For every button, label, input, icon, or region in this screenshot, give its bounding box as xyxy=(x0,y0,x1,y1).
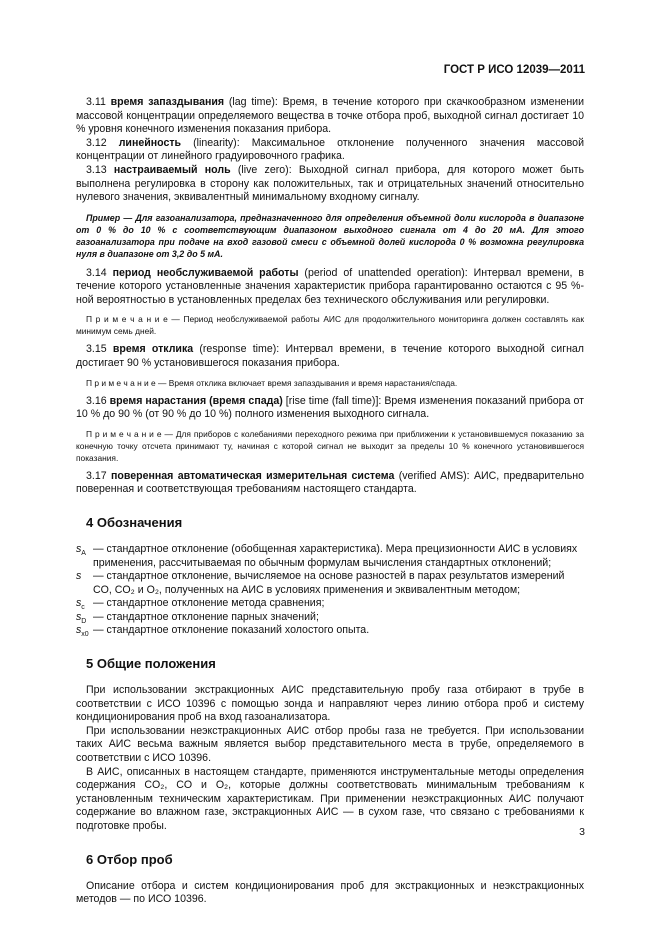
term-3-15: 3.15 время отклика (response time): Интервал времени, в течение которого выходной сигнал достигает 90 % установившегося показания прибора. xyxy=(76,343,584,369)
note-3-14: П р и м е ч а н и е — Период необслуживаемой работы АИС для продолжительного мониторинга должен составлять как минимум семь дней. xyxy=(76,314,584,337)
page-number: 3 xyxy=(579,826,585,838)
term-title: период необслуживаемой работы xyxy=(112,266,299,279)
standard-header: ГОСТ Р ИСО 12039—2011 xyxy=(443,64,585,76)
section-5-heading: 5 Общие положения xyxy=(86,656,216,672)
term-title: время отклика xyxy=(112,343,194,356)
section-4-heading: 4 Обозначения xyxy=(86,514,183,530)
term-3-16: 3.16 время нарастания (время спада) [rise time (fall time)]: Время изменения показаний прибора от 10 % до 90 % (от 90 % до 10 %) полного изменения выходного сигнала. xyxy=(76,394,584,421)
section-5-paragraph: При использовании экстракционных АИС представительную пробу газа отбирают в трубе в соответствии с ИСО 10396 с помощью зонда и направляют через линию отбора проб и систему кондиционирования проб на вход газоанализатора. xyxy=(76,684,584,724)
section-5-paragraph: В АИС, описанных в настоящем стандарте, применяются инструментальные методы определения содержания CO₂, CO и O₂, которые должны соответствовать минимальным требованиям к установленным техническим характеристикам. При применении неэкстракционных АИС получают содержание во влажном газе, экстракционных АИС — в сухом газе, что связано с требованиями к подготовке пробы. xyxy=(76,765,584,832)
term-title: время запаздывания xyxy=(110,96,225,108)
term-title: поверенная автоматическая измерительная система xyxy=(110,469,395,482)
term-title: линейность xyxy=(118,136,182,149)
note-3-16: П р и м е ч а н и е — Для приборов с колебаниями переходного режима при приближении к установившемуся показанию за конечную точку отсчета принимают ту, начиная с которой сигнал не выходит за пределы 10 % конечного установившегося показания. xyxy=(76,428,584,463)
page-content xyxy=(76,96,584,907)
symbol-item: $s_D$ — стандартное отклонение парных значений; xyxy=(76,610,319,625)
section-6-paragraph: Описание отбора и систем кондиционирования проб для экстракционных и неэкстракционных методов — по ИСО 10396. xyxy=(76,879,584,906)
term-3-13: 3.13 настраиваемый ноль (live zero): Выходной сигнал прибора, для которого может быть выполнена регулировка в сторону как положительных, так и отрицательных значений относительно нулевого значения, эквивалентный минимальному входному сигналу. xyxy=(76,163,584,204)
term-3-14: 3.14 период необслуживаемой работы (period of unattended operation): Интервал времени, в течение которого установленные значения характеристик прибора гарантированно остаются с 95 %-ной вероятностью в установленных пределах без технического обслуживания или регулировки. xyxy=(76,266,584,306)
term-title: время нарастания (время спада) xyxy=(109,394,283,407)
note-3-15: П р и м е ч а н и е — Время отклика включает время запаздывания и время нарастания/спада. xyxy=(86,377,458,388)
term-3-17: 3.17 поверенная автоматическая измерительная система (verified AMS): АИС, предварительно поверенная и соответствующая требованиям настоящего стандарта. xyxy=(76,469,584,496)
symbol-item: $s_c$ — стандартное отклонение метода сравнения; xyxy=(76,597,325,612)
term-3-11: 3.11 время запаздывания (lag time): Время, в течение которого при скачкообразном изменении массовой концентрации определяемого вещества в точке отбора проб, выходной сигнал достигает 10 % уровня конечного изменения показания прибора. xyxy=(76,96,585,136)
term-title: настраиваемый ноль xyxy=(113,163,231,176)
example-paragraph: Пример — Для газоанализатора, предназначенного для определения объемной доли кислорода в диапазоне от 0 % до 10 % с соответствующим диапазоном выходного сигнала от 4 до 20 мА. Для этого газоанализатора при подаче на вход газовой смеси с объемной долей кислорода 0 % возможна регулировка нуля в диапазоне от 3,2 до 5 мА. xyxy=(76,212,584,260)
section-5-paragraph: При использовании неэкстракционных АИС отбор пробы газа не требуется. При использовании таких АИС весьма важным является выбор представительного места в трубе, определяемого в соответствии с ИСО 10396. xyxy=(76,724,584,765)
symbol-item: $s_{x0}$ — стандартное отклонение показаний холостого опыта. xyxy=(76,624,370,639)
section-6-heading: 6 Отбор проб xyxy=(86,851,173,867)
symbol-item: $s_A$ — стандартное отклонение (обобщенная характеристика). Мера прецизионности АИС в условиях применения, рассчитываемая по обычным формулам вычисления стандартных отклонений; xyxy=(76,542,578,569)
symbol-item: s — стандартное отклонение, вычисляемое на основе разностей в парах результатов измерений CO, CO₂ и O₂, полученных на АИС в условиях применения и эквивалентным методом; xyxy=(76,570,565,596)
term-3-12: 3.12 линейность (linearity): Максимальное отклонение полученного значения массовой концентрации от линейного градуировочного графика. xyxy=(76,136,584,163)
